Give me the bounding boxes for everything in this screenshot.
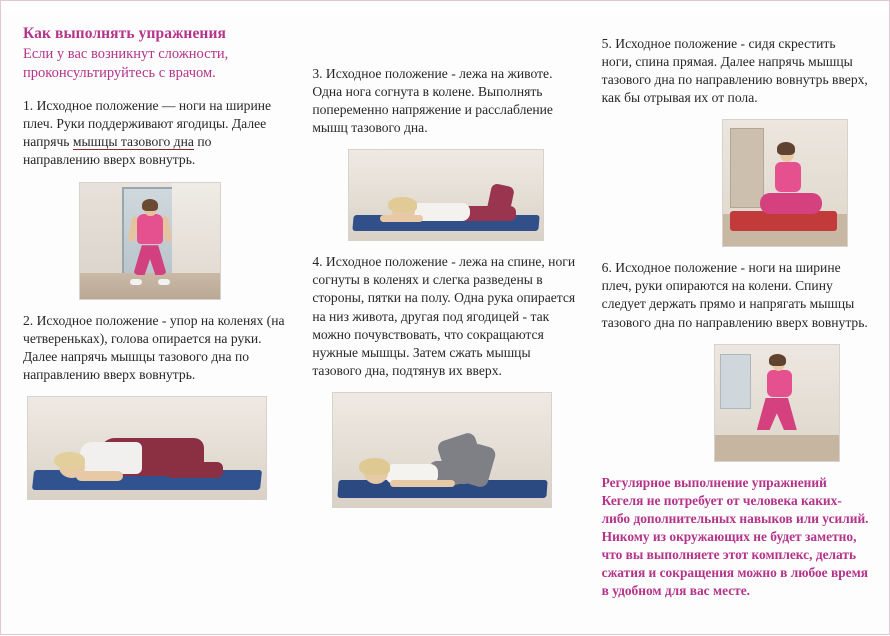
photo-scene bbox=[80, 183, 220, 299]
torso bbox=[775, 162, 801, 192]
photo-scene bbox=[349, 150, 543, 240]
photo-scene bbox=[723, 120, 847, 246]
arms bbox=[390, 480, 455, 488]
step-1-underlined-term: мышцы тазового дна bbox=[72, 134, 194, 150]
step-1-text bbox=[23, 97, 290, 169]
photo-scene bbox=[333, 393, 551, 507]
shoe-right bbox=[158, 279, 170, 285]
squat-exercise-photo bbox=[714, 344, 840, 462]
hair bbox=[777, 142, 795, 155]
supine-exercise-photo bbox=[332, 392, 552, 508]
cross-legged-exercise-photo bbox=[722, 119, 848, 247]
hair bbox=[769, 354, 786, 366]
step-1-part1: 1. Исходное положение — ноги на ширине плеч. Руки поддерживают ягодицы. Далее напрячь bbox=[23, 98, 272, 150]
hair bbox=[54, 452, 85, 468]
door bbox=[730, 128, 764, 208]
photo-scene bbox=[28, 397, 266, 499]
step-3-text: 3. Исходное положение - лежа на животе. Одна нога согнута в колене. Выполнять попеременно напряжение и расслабление мышц тазового дна. bbox=[312, 66, 553, 136]
column-left bbox=[23, 25, 290, 618]
step-1-part2: по направлению вверх вовнутрь. bbox=[23, 134, 212, 168]
standing-exercise-photo bbox=[79, 182, 221, 300]
crossed-legs bbox=[760, 193, 822, 213]
shirt bbox=[80, 442, 142, 475]
prone-exercise-photo bbox=[348, 149, 544, 241]
hair bbox=[142, 199, 158, 211]
step-2-text: 2. Исходное положение - упор на коленях (на четвереньках), голова опирается на руки. Далее напрячь мышцы тазового дна по направлению вверх вовнутрь. bbox=[23, 312, 285, 382]
page-title: Как выполнять упражнения bbox=[23, 25, 226, 42]
torso bbox=[767, 370, 792, 397]
columns-container bbox=[1, 1, 890, 636]
window bbox=[720, 354, 752, 409]
kneeling-exercise-photo bbox=[27, 396, 267, 500]
step-6-text: 6. Исходное положение - ноги на ширине плеч, руки опираются на колени. Спину следует держать прямо и напрягать мышцы тазового дна по направлению вверх вовнутрь. bbox=[601, 260, 868, 330]
hair bbox=[388, 197, 417, 211]
torso bbox=[137, 214, 163, 244]
floor bbox=[80, 273, 220, 299]
photo-scene bbox=[715, 345, 839, 461]
column-right bbox=[602, 25, 869, 618]
closing-note: Регулярное выполнение упражнений Кегеля не потребует от человека каких-либо дополнительных навыков или усилий. Никому из окружающих не будет заметно, что вы выполняете этот комплекс, делать сжатия и сокращения можно в любое время в удобном для вас месте. bbox=[601, 474, 869, 599]
floor bbox=[715, 435, 839, 461]
page-subtitle: Если у вас возникнут сложности, проконсультируйтесь с врачом. bbox=[23, 46, 229, 82]
step-4-text: 4. Исходное положение - лежа на спине, ноги согнуты в коленях и слегка разведены в стороны, пятки на полу. Одна рука опирается на низ живота, другая под ягодицей - так можно почувствовать, что сокращаются нужные мышцы. Затем сжать мышцы тазового дна, подтянув их вверх. bbox=[312, 254, 576, 378]
red-mat bbox=[730, 211, 837, 231]
step-5-text: 5. Исходное положение - сидя скрестить ноги, спина прямая. Далее напрячь мышцы тазового дна по направлению вовнутрь вверх, как бы отрывая их от пола. bbox=[601, 36, 868, 106]
hair bbox=[359, 458, 390, 475]
shoe-left bbox=[130, 279, 142, 285]
column-middle bbox=[312, 25, 579, 618]
